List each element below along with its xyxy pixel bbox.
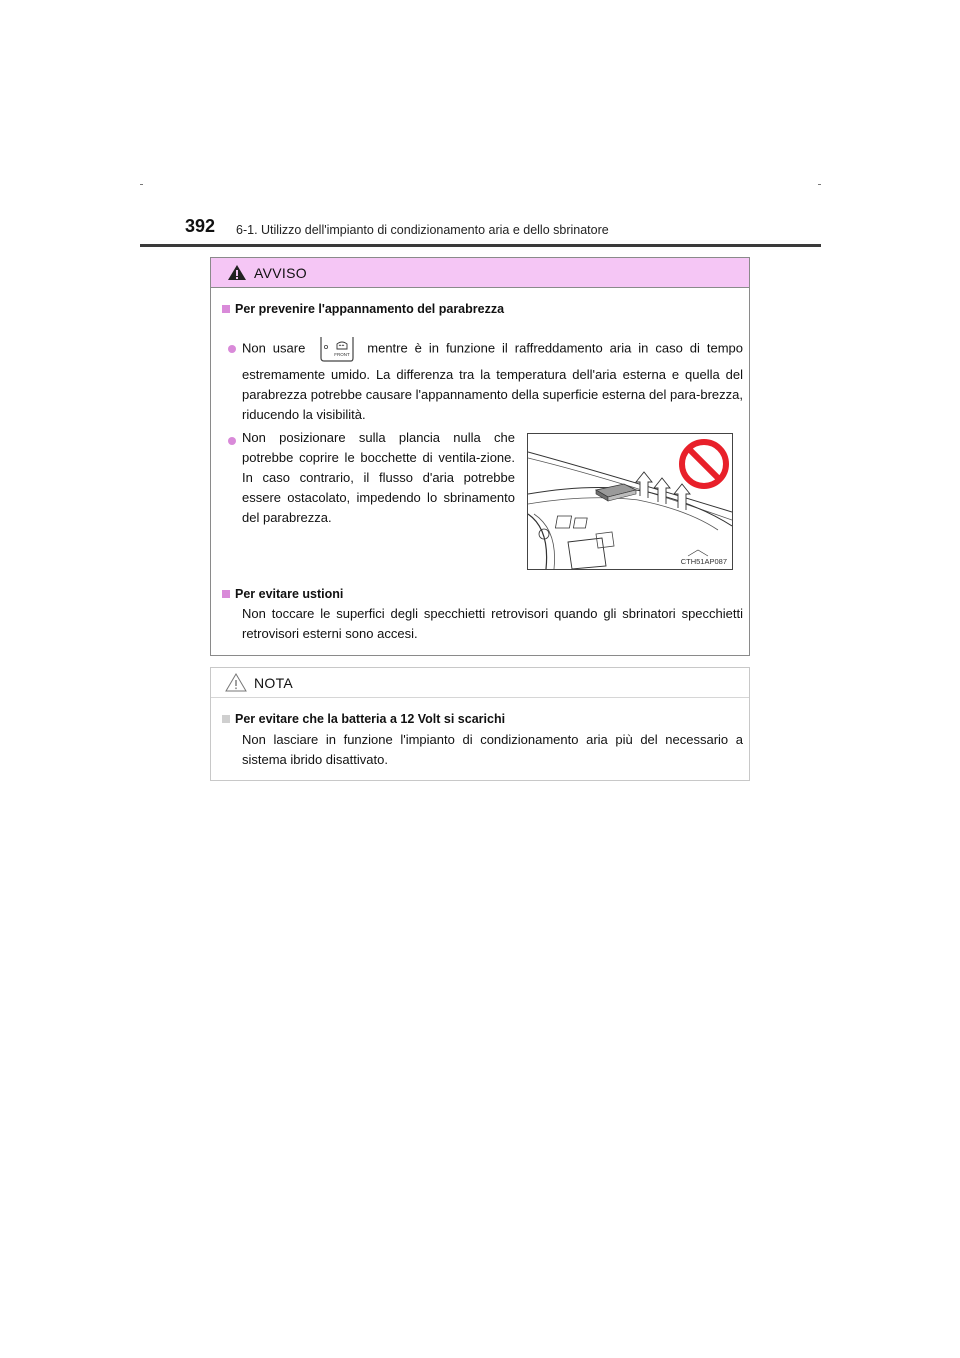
dashboard-drawing — [528, 434, 732, 569]
note-title: NOTA — [254, 675, 294, 691]
bullet-dot-icon — [228, 437, 236, 445]
bullet1-first-line — [242, 336, 743, 362]
header-rule — [140, 244, 821, 247]
button-caption: FRONT — [334, 352, 351, 357]
caution-outline-triangle-icon — [225, 673, 247, 692]
note-text: Non lasciare in funzione l'impianto di condizionamento aria più del necessario a sistema ibrido disattivato. — [242, 732, 743, 767]
bullet1-rest: estremamente umido. La differenza tra la temperatura dell'aria esterna e quella del parabrezza potrebbe causare l'appannamento della superficie esterna del para-brezza, riducendo la visibilità. — [242, 367, 743, 422]
front-defroster-button-icon — [318, 336, 354, 362]
figure-code: CTH51AP087 — [680, 557, 727, 566]
warning-triangle-icon — [227, 264, 247, 281]
section-square-icon — [222, 715, 230, 723]
bullet1-after: mentre è in funzione il raffreddamento aria in caso di tempo — [367, 340, 743, 356]
crop-mark — [140, 184, 143, 185]
burns-text: Non toccare le superfici degli specchietti retrovisori quando gli sbrinatori specchietti retrovisori esterni sono accesi. — [242, 606, 743, 641]
section-title: 6-1. Utilizzo dell'impianto di condizionamento aria e dello sbrinatore — [236, 223, 609, 237]
heading-text: Per evitare che la batteria a 12 Volt si scarichi — [235, 712, 506, 726]
note-box — [210, 667, 750, 781]
heading-text: Per prevenire l'appannamento del parabrezza — [235, 302, 505, 316]
page-number: 392 — [185, 216, 216, 236]
bullet2-text: Non posizionare sulla plancia nulla che potrebbe coprire le bocchette di ventila-zione. In caso contrario, il flusso d'aria potrebbe essere ostacolato, impedendo lo sbrinamento del parabrezza. — [242, 430, 515, 525]
warning-heading-fog — [222, 302, 504, 316]
section-square-icon — [222, 305, 230, 313]
crop-mark — [818, 184, 821, 185]
note-header — [211, 668, 749, 698]
note-heading — [222, 712, 505, 726]
warning-box — [210, 257, 750, 656]
dashboard-illustration — [527, 433, 733, 570]
section-square-icon — [222, 590, 230, 598]
warning-title: AVVISO — [254, 265, 307, 281]
heading-text: Per evitare ustioni — [235, 587, 344, 601]
bullet1-lead: Non usare — [242, 340, 306, 356]
warning-heading-burns — [222, 587, 343, 601]
warning-header — [211, 258, 749, 288]
bullet-dot-icon — [228, 345, 236, 353]
